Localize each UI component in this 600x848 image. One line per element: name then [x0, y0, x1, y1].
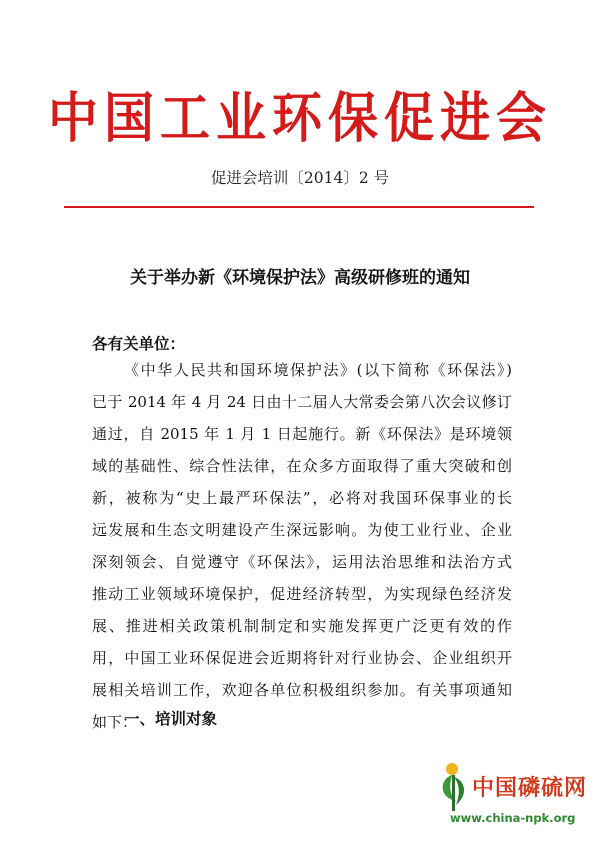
watermark-logo-text: 中国磷硫网: [472, 776, 588, 801]
body-line: 展相关培训工作，欢迎各单位积极组织参加。有关事项通知: [92, 681, 512, 699]
body-line: 已于 2014 年 4 月 24 日由十二届人大常委会第八次会议修订: [92, 393, 512, 411]
body-line: 深刻领会、自觉遵守《环保法》，运用法治思维和法治方式: [92, 553, 512, 571]
org-name-header: 中国工业环保促进会: [48, 86, 552, 150]
body-line: 《中华人民共和国环境保护法》(以下简称《环保法》): [124, 361, 512, 379]
body-line: 新，被称为“史上最严环保法”，必将对我国环保事业的长: [92, 489, 512, 507]
body-line: 展、推进相关政策机制制定和实施发挥更广泛更有效的作: [92, 617, 512, 635]
body-line: 如下：: [92, 713, 138, 731]
body-line: 用，中国工业环保促进会近期将针对行业协会、企业组织开: [92, 649, 512, 667]
watermark-url: www.china-npk.org: [450, 811, 576, 825]
notice-body: [92, 362, 512, 746]
red-divider-line: [64, 206, 534, 208]
body-line: 域的基础性、综合性法律，在众多方面取得了重大突破和创: [92, 457, 512, 475]
notice-title: 关于举办新《环境保护法》高级研修班的通知: [130, 268, 470, 288]
document-number: 促进会培训〔2014〕2 号: [210, 169, 390, 187]
body-line: 推动工业领域环境保护，促进经济转型，为实现绿色经济发: [92, 585, 512, 603]
body-line: 通过，自 2015 年 1 月 1 日起施行。新《环保法》是环境领: [92, 425, 512, 443]
section-heading-training-targets: 一、培训对象: [124, 710, 218, 728]
site-watermark: [430, 757, 600, 848]
salutation: 各有关单位：: [92, 335, 186, 353]
body-line: 远发展和生态文明建设产生深远影响。为使工业行业、企业: [92, 521, 512, 539]
